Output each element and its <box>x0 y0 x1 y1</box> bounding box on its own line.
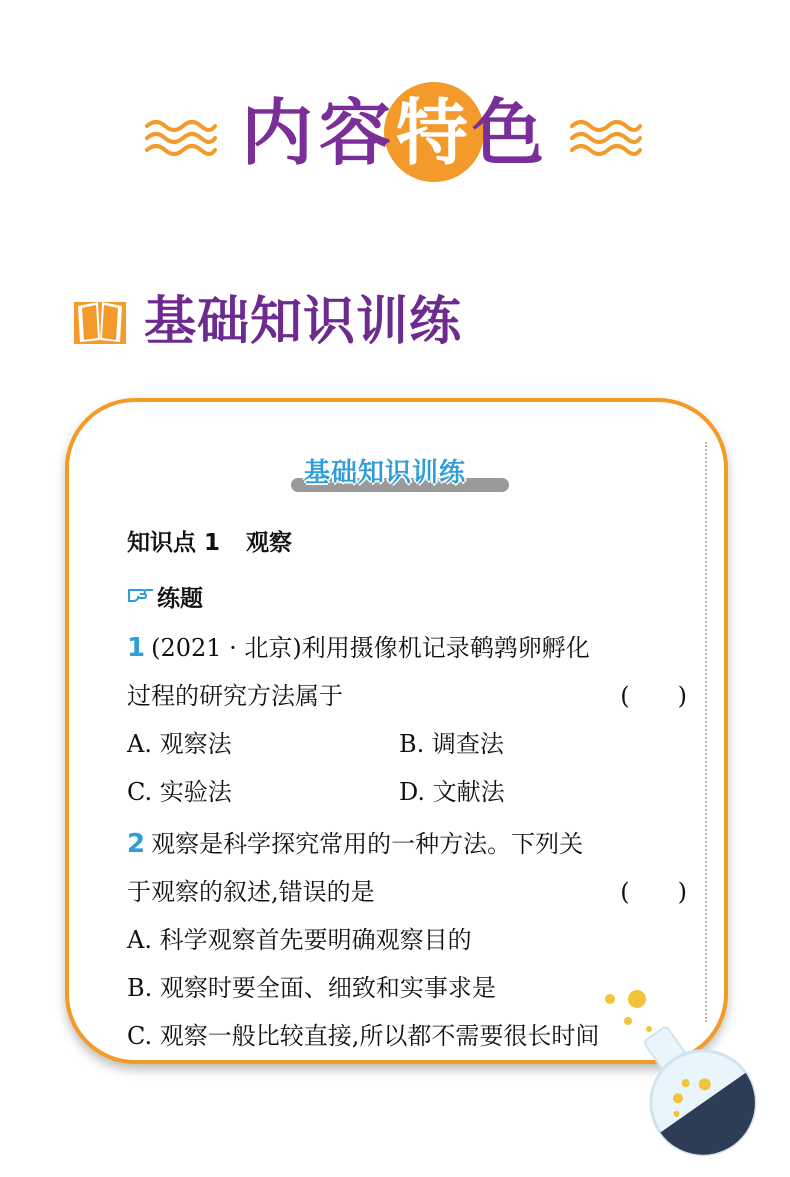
question-2-text-2: 于观察的叙述,错误的是 <box>127 878 375 906</box>
hero-title <box>0 78 790 198</box>
option-b: B. 调查法 <box>399 730 504 758</box>
exercise-card <box>65 398 728 1064</box>
option-c: C. 观察一般比较直接,所以都不需要很长时间 <box>127 1022 600 1050</box>
hero-char-3: 特 <box>395 90 468 175</box>
knowledge-point-heading <box>127 524 292 557</box>
knowledge-point-topic: 观察 <box>246 530 293 556</box>
section-heading <box>72 290 712 350</box>
question-1-text-2: 过程的研究方法属于 <box>127 682 343 710</box>
answer-blank-2: ( ) <box>620 878 687 906</box>
wave-decoration-right-icon <box>570 118 642 158</box>
question-1-number: 1 <box>127 633 146 663</box>
pointing-hand-icon <box>127 584 155 602</box>
options-row <box>127 720 687 768</box>
hero-char-2: 容 <box>318 90 391 175</box>
question-2-line-1 <box>127 820 687 868</box>
section-title: 基础知识训练 <box>144 291 463 352</box>
margin-line <box>705 442 707 1022</box>
option-c: C. 实验法 <box>127 778 232 806</box>
options-row <box>127 768 687 816</box>
option-d: D. 文献法 <box>399 778 505 806</box>
hero-char-1: 内 <box>240 90 313 175</box>
option-a: A. 观察法 <box>127 730 232 758</box>
flask-icon <box>600 985 770 1165</box>
question-1-line-2 <box>127 672 687 720</box>
card-tab-title: 基础知识训练 <box>304 458 467 488</box>
question-2-text-1: 观察是科学探究常用的一种方法。下列关 <box>151 830 584 858</box>
question-1-line-1 <box>127 624 687 672</box>
question-1-text-1: (2021 · 北京)利用摄像机记录鹌鹑卵孵化 <box>151 634 590 662</box>
option-a: A. 科学观察首先要明确观察目的 <box>127 926 472 954</box>
hero-char-4: 色 <box>471 90 544 175</box>
question-2-line-2 <box>127 868 687 916</box>
practice-label: 练题 <box>157 586 203 612</box>
knowledge-point-label: 知识点 1 <box>127 530 221 556</box>
wave-decoration-left-icon <box>145 118 217 158</box>
book-icon <box>72 294 128 348</box>
answer-blank-1: ( ) <box>620 682 687 710</box>
option-b: B. 观察时要全面、细致和实事求是 <box>127 974 496 1002</box>
question-2-number: 2 <box>127 829 146 859</box>
question-1 <box>127 624 687 816</box>
